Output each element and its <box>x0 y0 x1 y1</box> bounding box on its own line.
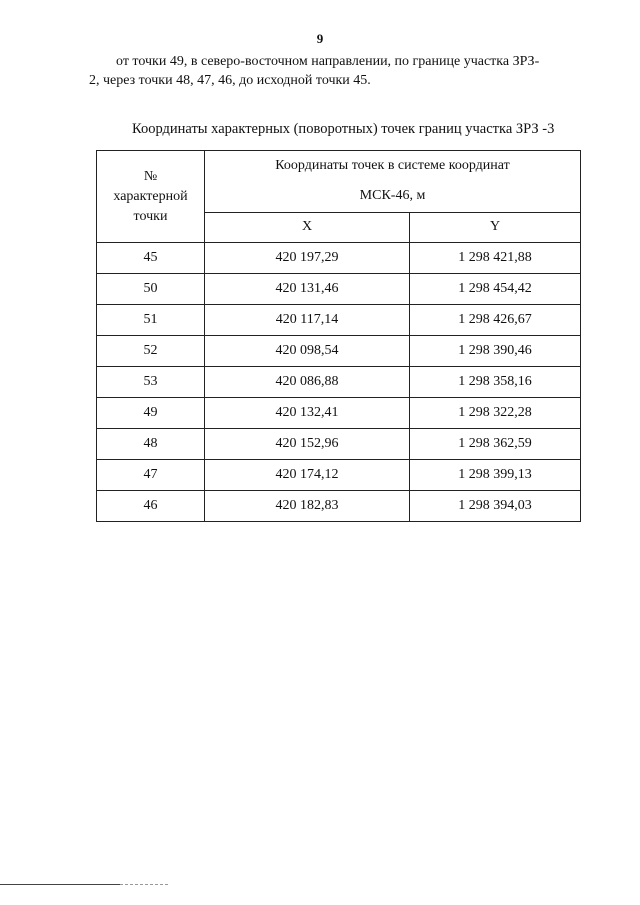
cell-point: 49 <box>97 398 205 429</box>
cell-y: 1 298 454,42 <box>410 274 581 305</box>
header-x: X <box>205 212 410 242</box>
header-coordinate-system <box>205 151 581 213</box>
header-system-line-1: Координаты точек в системе координат <box>275 158 510 174</box>
table-row <box>97 243 581 274</box>
header-system-line-2: МСК-46, м <box>359 188 426 204</box>
cell-y: 1 298 394,03 <box>410 491 581 522</box>
footer-divider-faint <box>120 884 168 885</box>
cell-x: 420 174,12 <box>205 460 410 491</box>
paragraph-line-1: от точки 49, в северо-восточном направлении, по границе участка ЗРЗ- <box>116 54 540 69</box>
cell-x: 420 182,83 <box>205 491 410 522</box>
cell-point: 47 <box>97 460 205 491</box>
header-characteristic: характерной <box>113 188 188 204</box>
coordinates-table <box>96 150 581 522</box>
cell-x: 420 131,46 <box>205 274 410 305</box>
cell-point: 45 <box>97 243 205 274</box>
header-y: Y <box>410 212 581 242</box>
table-row <box>97 305 581 336</box>
cell-point: 50 <box>97 274 205 305</box>
cell-y: 1 298 421,88 <box>410 243 581 274</box>
cell-x: 420 132,41 <box>205 398 410 429</box>
paragraph-line-2: 2, через точки 48, 47, 46, до исходной точки 45. <box>89 73 371 88</box>
header-point-number <box>97 151 205 243</box>
cell-y: 1 298 362,59 <box>410 429 581 460</box>
cell-x: 420 152,96 <box>205 429 410 460</box>
header-point: точки <box>133 208 168 224</box>
table-caption: Координаты характерных (поворотных) точек границ участка ЗРЗ -3 <box>132 121 555 137</box>
cell-y: 1 298 322,28 <box>410 398 581 429</box>
cell-x: 420 086,88 <box>205 367 410 398</box>
table-row <box>97 336 581 367</box>
body-paragraph <box>89 52 581 90</box>
cell-point: 51 <box>97 305 205 336</box>
table-row <box>97 398 581 429</box>
table-row <box>97 460 581 491</box>
cell-x: 420 117,14 <box>205 305 410 336</box>
cell-y: 1 298 390,46 <box>410 336 581 367</box>
table-row <box>97 491 581 522</box>
cell-y: 1 298 399,13 <box>410 460 581 491</box>
table-header <box>97 151 581 243</box>
cell-point: 53 <box>97 367 205 398</box>
cell-point: 52 <box>97 336 205 367</box>
cell-point: 48 <box>97 429 205 460</box>
table-body <box>97 243 581 522</box>
cell-x: 420 098,54 <box>205 336 410 367</box>
header-number-sign: № <box>143 168 158 184</box>
cell-y: 1 298 358,16 <box>410 367 581 398</box>
table-row <box>97 274 581 305</box>
footer-divider <box>0 884 120 885</box>
table-row <box>97 429 581 460</box>
cell-y: 1 298 426,67 <box>410 305 581 336</box>
cell-point: 46 <box>97 491 205 522</box>
page-number: 9 <box>316 31 324 46</box>
cell-x: 420 197,29 <box>205 243 410 274</box>
table-row <box>97 367 581 398</box>
